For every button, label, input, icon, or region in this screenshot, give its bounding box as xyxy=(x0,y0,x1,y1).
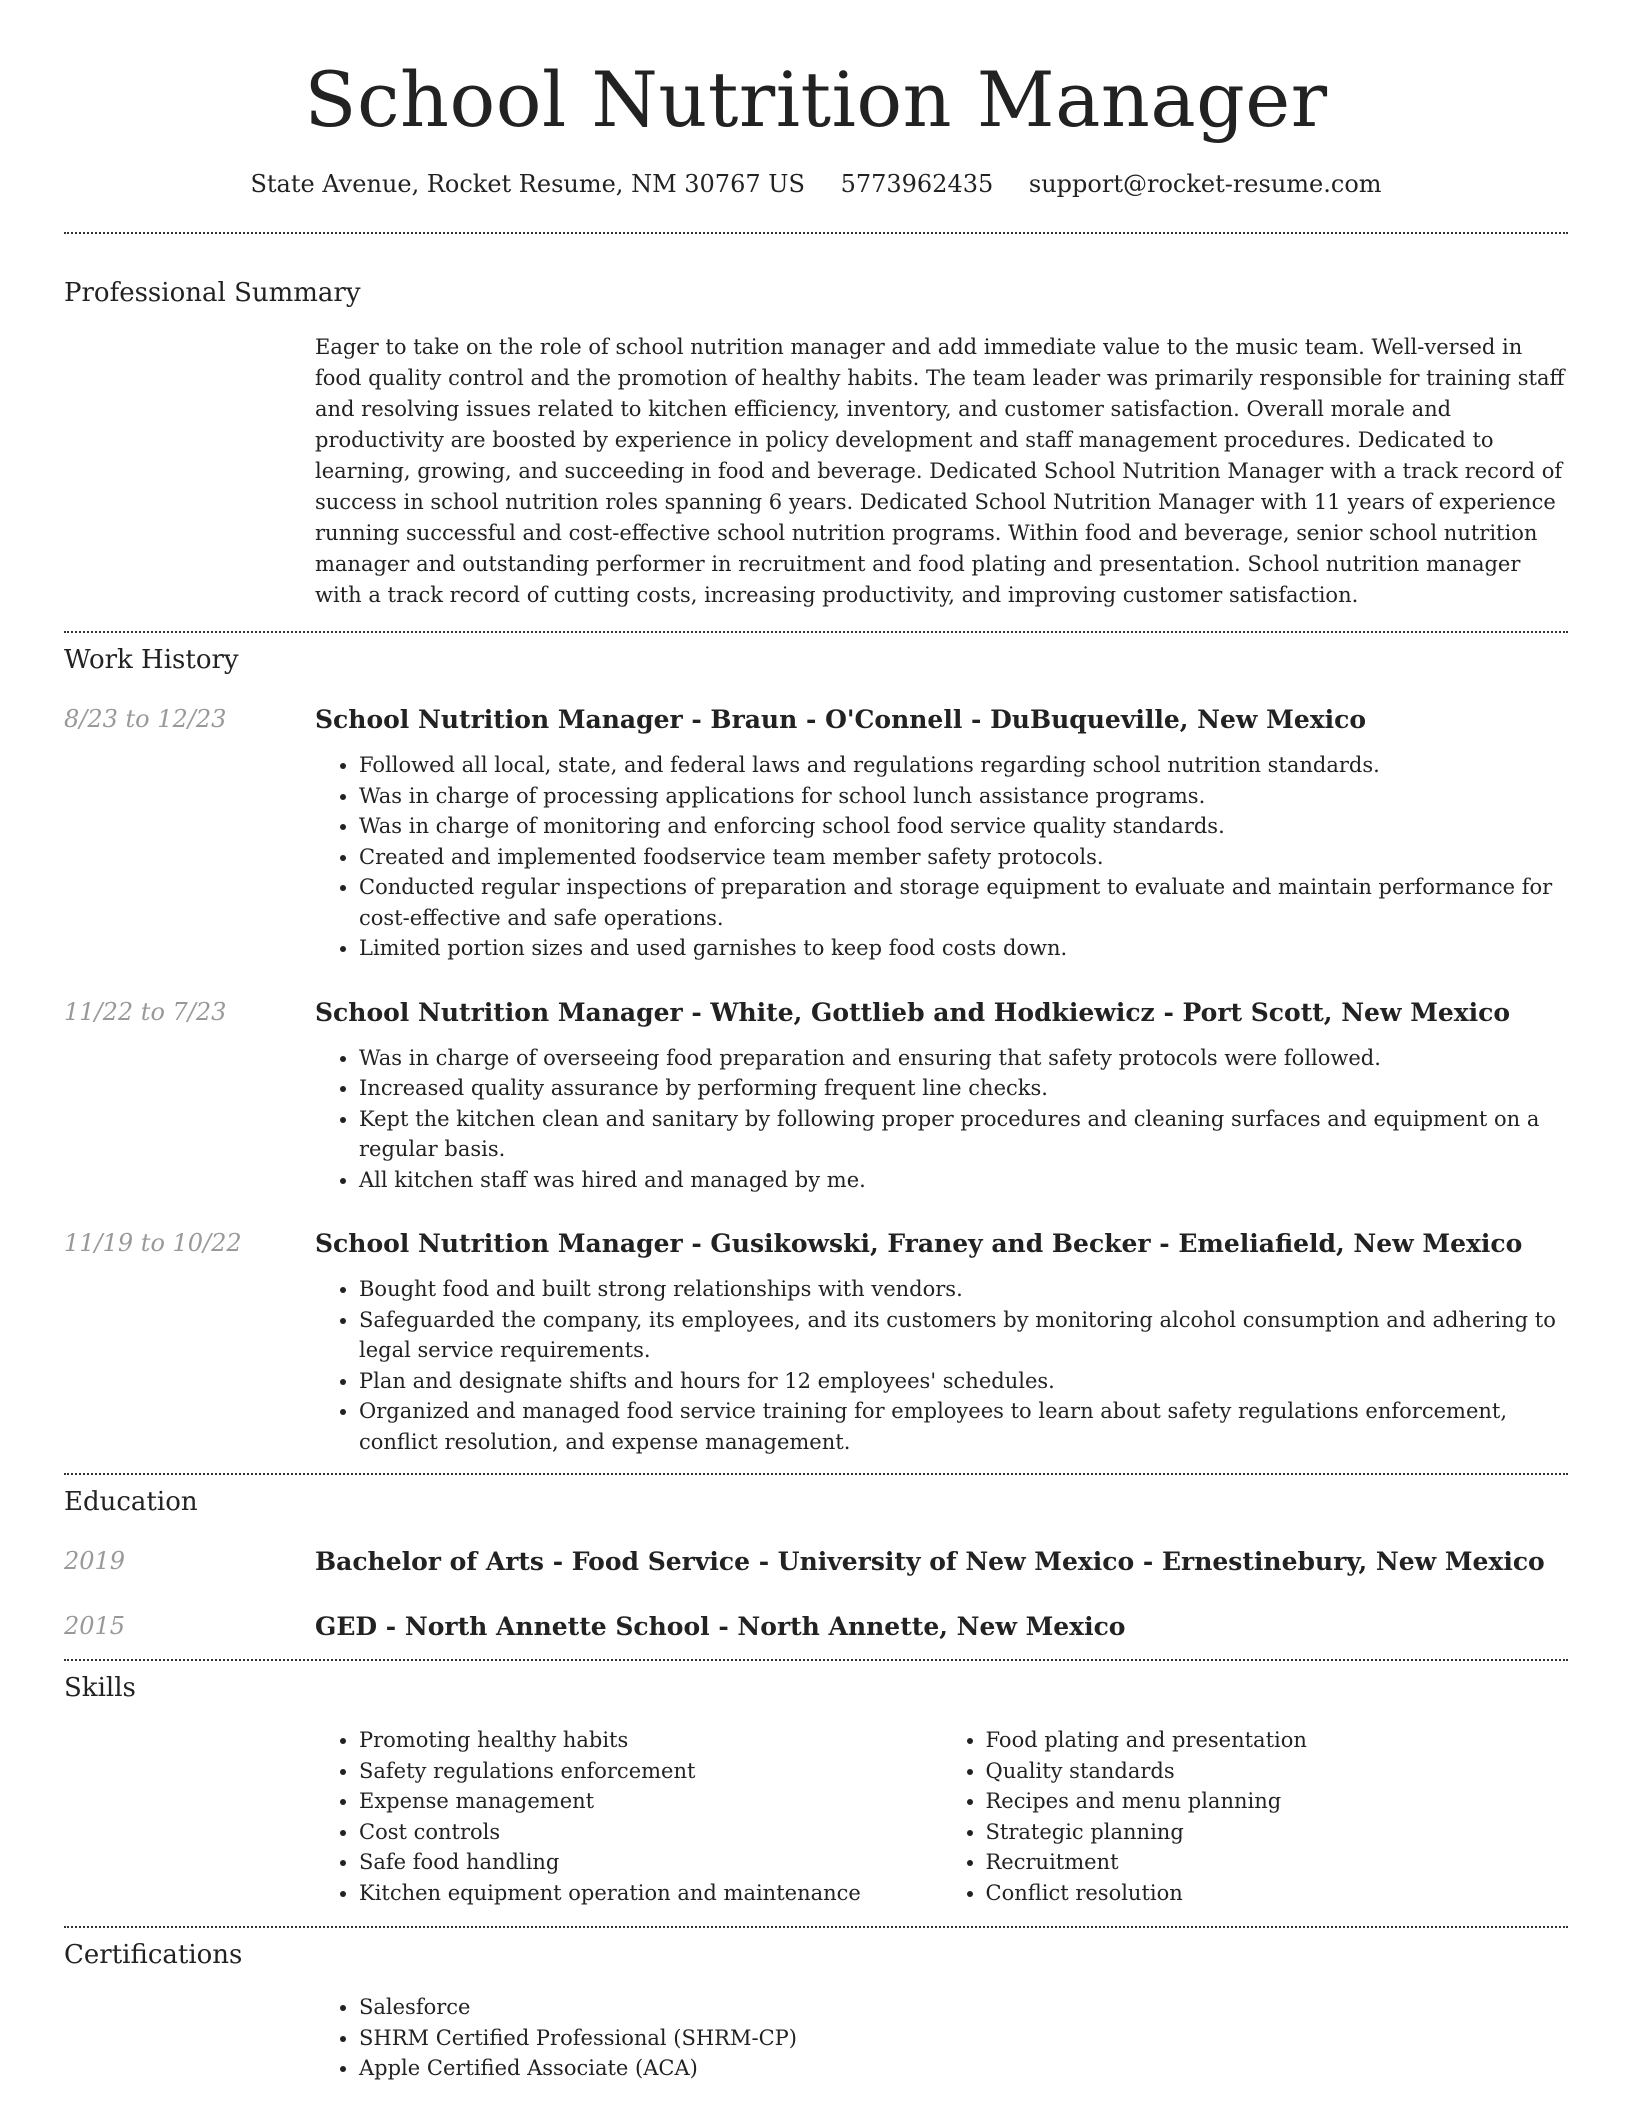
contact-line xyxy=(64,170,1568,198)
skill-item: • Safety regulations enforcement xyxy=(359,1756,942,1787)
job-bullet: • Limited portion sizes and used garnishes to keep food costs down. xyxy=(359,933,1568,964)
skill-item: • Recipes and menu planning xyxy=(986,1786,1569,1817)
job-bullet: • Plan and designate shifts and hours for 12 employees' schedules. xyxy=(359,1366,1568,1397)
education-entry xyxy=(64,1547,1568,1576)
contact-address: State Avenue, Rocket Resume, NM 30767 US xyxy=(250,170,805,198)
section-title-skills: Skills xyxy=(64,1673,136,1703)
job-dates: 11/19 to 10/22 xyxy=(64,1229,242,1257)
section-title-summary: Professional Summary xyxy=(64,278,361,308)
certification-item: • Salesforce xyxy=(359,1992,1568,2023)
divider xyxy=(64,232,1568,234)
education-year: 2019 xyxy=(64,1547,126,1575)
skill-item: • Cost controls xyxy=(359,1817,942,1848)
job-bullet: • Bought food and built strong relationships with vendors. xyxy=(359,1274,1568,1305)
section-title-education: Education xyxy=(64,1487,198,1517)
job-bullet: • Created and implemented foodservice team member safety protocols. xyxy=(359,842,1568,873)
education-entry xyxy=(64,1612,1568,1641)
job-bullet: • Increased quality assurance by performing frequent line checks. xyxy=(359,1073,1568,1104)
skill-item: • Promoting healthy habits xyxy=(359,1725,942,1756)
skills-column-left xyxy=(315,1725,942,1908)
skills-list xyxy=(315,1725,1568,1908)
job-dates: 11/22 to 7/23 xyxy=(64,997,227,1026)
divider xyxy=(64,1473,1568,1475)
job-bullet: • Was in charge of processing applications for school lunch assistance programs. xyxy=(359,781,1568,812)
job-title: School Nutrition Manager - Gusikowski, Franey and Becker - Emeliafield, New Mexico xyxy=(315,1229,1523,1258)
job-entry xyxy=(64,998,1568,1196)
education-year: 2015 xyxy=(64,1612,126,1640)
job-bullets xyxy=(315,750,1568,964)
contact-email: support@rocket-resume.com xyxy=(1028,170,1382,198)
certification-item: • Apple Certified Associate (ACA) xyxy=(359,2053,1568,2084)
skill-item: • Strategic planning xyxy=(986,1817,1569,1848)
resume-name: School Nutrition Manager xyxy=(304,55,1328,144)
skill-item: • Food plating and presentation xyxy=(986,1725,1569,1756)
skill-item: • Expense management xyxy=(359,1786,942,1817)
job-title: School Nutrition Manager - White, Gottlieb and Hodkiewicz - Port Scott, New Mexico xyxy=(315,997,1511,1027)
skill-item: • Kitchen equipment operation and maintenance xyxy=(359,1878,942,1909)
job-entry xyxy=(64,705,1568,964)
job-bullets xyxy=(315,1274,1568,1457)
section-title-certifications: Certifications xyxy=(64,1940,243,1970)
job-bullet: • All kitchen staff was hired and managed by me. xyxy=(359,1165,1568,1196)
divider xyxy=(64,1659,1568,1661)
divider xyxy=(64,1926,1568,1928)
job-entry xyxy=(64,1229,1568,1457)
divider xyxy=(64,631,1568,633)
certification-item: • SHRM Certified Professional (SHRM-CP) xyxy=(359,2023,1568,2054)
education-degree: Bachelor of Arts - Food Service - University of New Mexico - Ernestinebury, New Mexico xyxy=(315,1547,1545,1576)
job-bullet: • Kept the kitchen clean and sanitary by following proper procedures and cleaning surfaces and equipment on a regular basis. xyxy=(359,1104,1568,1165)
job-title: School Nutrition Manager - Braun - O'Connell - DuBuqueville, New Mexico xyxy=(315,705,1367,734)
skills-column-right xyxy=(942,1725,1569,1908)
skill-item: • Conflict resolution xyxy=(986,1878,1569,1909)
job-bullet: • Was in charge of overseeing food preparation and ensuring that safety protocols were followed. xyxy=(359,1043,1568,1074)
resume-page xyxy=(64,0,1568,2084)
job-bullets xyxy=(315,1043,1568,1196)
job-bullet: • Organized and managed food service training for employees to learn about safety regulations enforcement, conflict resolution, and expense management. xyxy=(359,1396,1568,1457)
skill-item: • Safe food handling xyxy=(359,1847,942,1878)
job-dates: 8/23 to 12/23 xyxy=(64,705,227,733)
section-title-work-history: Work History xyxy=(64,645,239,675)
certifications-list xyxy=(315,1992,1568,2084)
education-degree: GED - North Annette School - North Annette, New Mexico xyxy=(315,1612,1126,1641)
job-bullet: • Followed all local, state, and federal laws and regulations regarding school nutrition standards. xyxy=(359,750,1568,781)
summary-text: Eager to take on the role of school nutrition manager and add immediate value to the music team. Well-versed in food quality control and the promotion of healthy habits. The team leader was primarily responsible for training staff and resolving issues related to kitchen efficiency, inventory, and customer satisfaction. Overall morale and productivity are boosted by experience in policy development and staff management procedures. Dedicated to learning, growing, and succeeding in food and beverage. Dedicated School Nutrition Manager with a track record of success in school nutrition roles spanning 6 years. Dedicated School Nutrition Manager with 11 years of experience running successful and cost-effective school nutrition programs. Within food and beverage, senior school nutrition manager and outstanding performer in recruitment and food plating and presentation. School nutrition manager with a track record of cutting costs, increasing productivity, and improving customer satisfaction. xyxy=(315,335,1565,607)
contact-phone: 5773962435 xyxy=(840,170,994,198)
job-bullet: • Was in charge of monitoring and enforcing school food service quality standards. xyxy=(359,811,1568,842)
skill-item: • Quality standards xyxy=(986,1756,1569,1787)
job-bullet: • Conducted regular inspections of preparation and storage equipment to evaluate and maintain performance for cost-effective and safe operations. xyxy=(359,872,1568,933)
skill-item: • Recruitment xyxy=(986,1847,1569,1878)
job-bullet: • Safeguarded the company, its employees, and its customers by monitoring alcohol consumption and adhering to legal service requirements. xyxy=(359,1305,1568,1366)
